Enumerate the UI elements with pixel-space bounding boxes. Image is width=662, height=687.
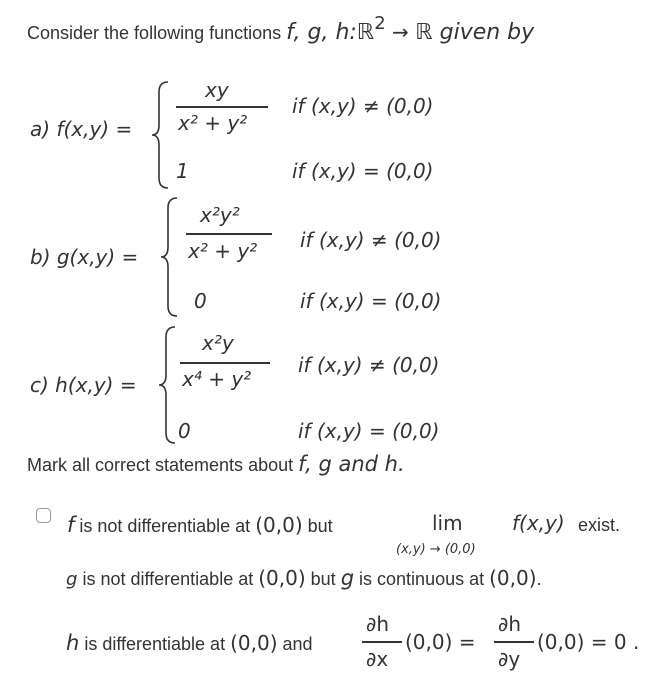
brace-b	[160, 196, 180, 318]
definition-b-label: b) g(x,y) =	[30, 245, 139, 269]
statement-3-text-b: and	[277, 634, 313, 654]
intro-line	[27, 13, 535, 45]
partial-numerator-x: ∂h	[366, 612, 390, 636]
partial-bar-y	[494, 641, 534, 643]
definition-a-label: a) f(x,y) =	[30, 117, 133, 141]
statement-3-point: (0,0)	[230, 631, 278, 655]
definition-b-fraction-bar	[186, 233, 272, 235]
map-arrow: →	[385, 20, 416, 44]
statement-2-g: g	[66, 569, 78, 590]
definition-a-numerator: xy	[205, 78, 229, 102]
statement-3-text	[66, 631, 313, 655]
definition-b-value-2: 0	[194, 289, 207, 313]
definition-c-fraction-bar	[180, 362, 270, 364]
statement-2-point-second: (0,0)	[489, 566, 537, 590]
definition-c-numerator: x²y	[202, 331, 234, 355]
partial-eval-x: (0,0) =	[405, 630, 476, 654]
instruction-functions: f, g and h.	[298, 452, 405, 476]
partial-denominator-x: ∂x	[366, 647, 389, 671]
definition-c-condition-1: if (x,y) ≠ (0,0)	[298, 353, 440, 377]
partial-numerator-y: ∂h	[498, 612, 522, 636]
statement-2-text-c: is continuous at	[354, 569, 490, 589]
definition-b-condition-1: if (x,y) ≠ (0,0)	[300, 228, 442, 252]
statement-2-text-b: but	[305, 569, 341, 589]
given-by-text: given by	[432, 20, 535, 45]
option-1-text-b: but	[302, 516, 333, 536]
definition-a-fraction-bar	[176, 106, 268, 108]
definition-b-condition-2: if (x,y) = (0,0)	[300, 289, 442, 313]
limit-subscript: (x,y) → (0,0)	[396, 542, 476, 557]
statement-2-g-second: g	[340, 566, 355, 590]
domain-symbol: ℝ	[356, 20, 375, 45]
statement-2-period: .	[536, 569, 542, 589]
statement-3-h: h	[66, 631, 80, 655]
domain-exponent: 2	[374, 13, 386, 35]
option-1-point: (0,0)	[255, 513, 303, 537]
partial-denominator-y: ∂y	[498, 647, 521, 671]
option-1-checkbox[interactable]	[36, 508, 51, 523]
option-1-f: f	[67, 513, 75, 537]
codomain-symbol: ℝ	[415, 20, 433, 45]
intro-functions: f, g, h:	[286, 20, 357, 45]
definition-c-value-2: 0	[178, 419, 191, 443]
definition-c-condition-2: if (x,y) = (0,0)	[298, 419, 440, 443]
partial-eval-y: (0,0) = 0 .	[537, 630, 640, 654]
statement-2	[66, 566, 542, 590]
brace-c	[158, 325, 178, 445]
statement-2-text-a: is not differentiable at	[77, 569, 259, 589]
statement-2-point: (0,0)	[258, 566, 306, 590]
definition-b-numerator: x²y²	[200, 203, 240, 227]
instruction-text: Mark all correct statements about	[27, 455, 299, 475]
definition-a-condition-1: if (x,y) ≠ (0,0)	[292, 94, 434, 118]
definition-a-value-2: 1	[176, 159, 189, 183]
definition-a-denominator: x² + y²	[178, 111, 248, 135]
limit-operator: lim	[432, 511, 463, 535]
instruction-line	[27, 452, 405, 476]
definition-b-denominator: x² + y²	[188, 239, 258, 263]
brace-a	[151, 80, 171, 190]
option-1-text	[67, 513, 333, 537]
definition-c-label: c) h(x,y) =	[30, 373, 137, 397]
statement-3-text-a: is differentiable at	[79, 634, 231, 654]
definition-a-condition-2: if (x,y) = (0,0)	[292, 159, 434, 183]
partial-bar-x	[362, 641, 402, 643]
option-1-text-end: exist.	[578, 515, 621, 535]
definition-c-denominator: x⁴ + y²	[182, 367, 252, 391]
limit-expression: f(x,y)	[512, 511, 565, 535]
intro-text: Consider the following functions	[27, 23, 287, 43]
option-1-text-a: is not differentiable at	[74, 516, 256, 536]
